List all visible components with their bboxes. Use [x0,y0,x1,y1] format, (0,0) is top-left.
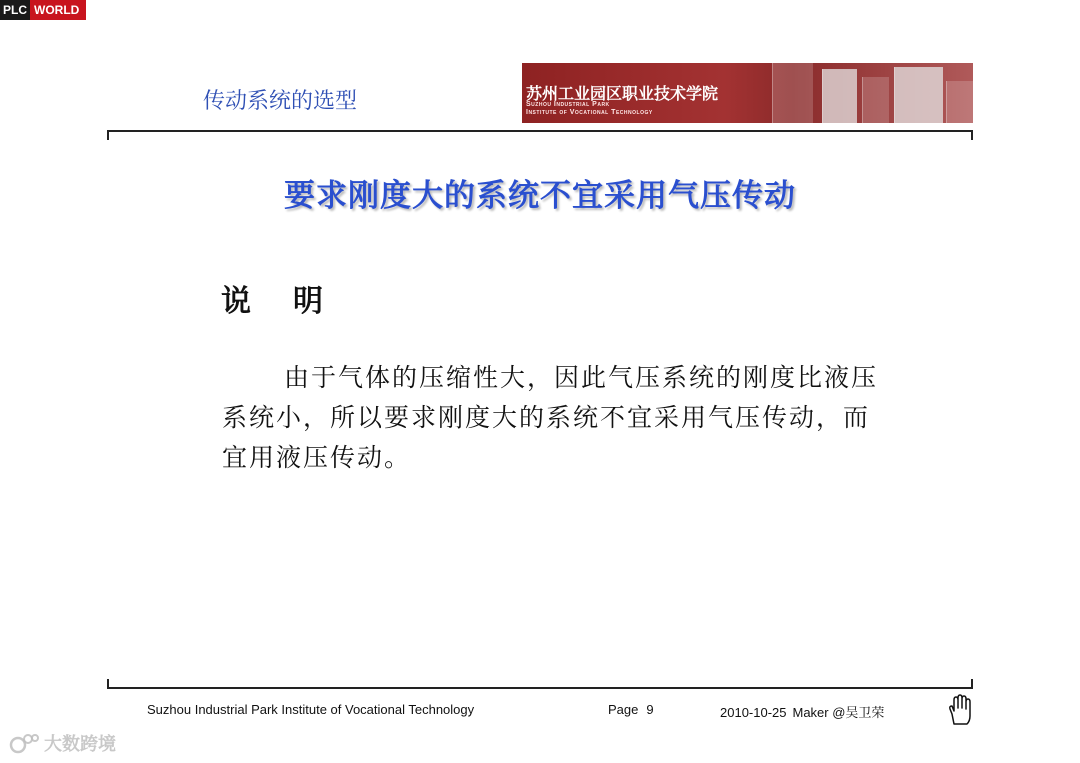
logo-part-world: WORLD [30,0,86,20]
banner-english-name [526,101,653,117]
banner-english-line-1: Suzhou Industrial Park [526,101,610,108]
footer-date-maker [720,702,884,721]
banner-building-shape [894,67,943,123]
footer-institute: Suzhou Industrial Park Institute of Vocational Technology [147,702,475,717]
banner-building-shape [946,81,973,123]
plc-world-logo [0,0,86,20]
banner-building-shape [862,77,889,123]
banner-chinese-name: 苏州工业园区职业技术学院 [526,84,719,103]
watermark [8,730,116,756]
body-paragraph [222,358,882,478]
subheading: 说 明 [221,284,329,319]
banner-building-shape [772,63,813,123]
banner-english-line-2: Institute of Vocational Technology [526,109,653,116]
watermark-logo-icon [8,732,40,754]
hand-pointer-icon[interactable] [946,694,976,728]
logo-part-plc: PLC [0,0,30,20]
institute-banner [522,63,973,123]
footer-date: 2010-10-25 [720,705,787,720]
slide-title: 要求刚度大的系统不宜采用气压传动 [284,178,796,214]
footer-maker: Maker @吴卫荣 [792,705,885,720]
banner-building-shape [822,69,857,123]
body-text: 由于气体的压缩性大，因此气压系统的刚度比液压系统小，所以要求刚度大的系统不宜采用气压传动，而宜用液压传动。 [222,363,879,472]
watermark-text: 大数跨境 [44,734,116,755]
page-label: Page [608,702,639,717]
bottom-divider [107,687,973,689]
page-number: 9 [646,702,654,717]
section-title: 传动系统的选型 [203,89,358,114]
top-divider [107,130,973,132]
footer-page [608,702,654,717]
